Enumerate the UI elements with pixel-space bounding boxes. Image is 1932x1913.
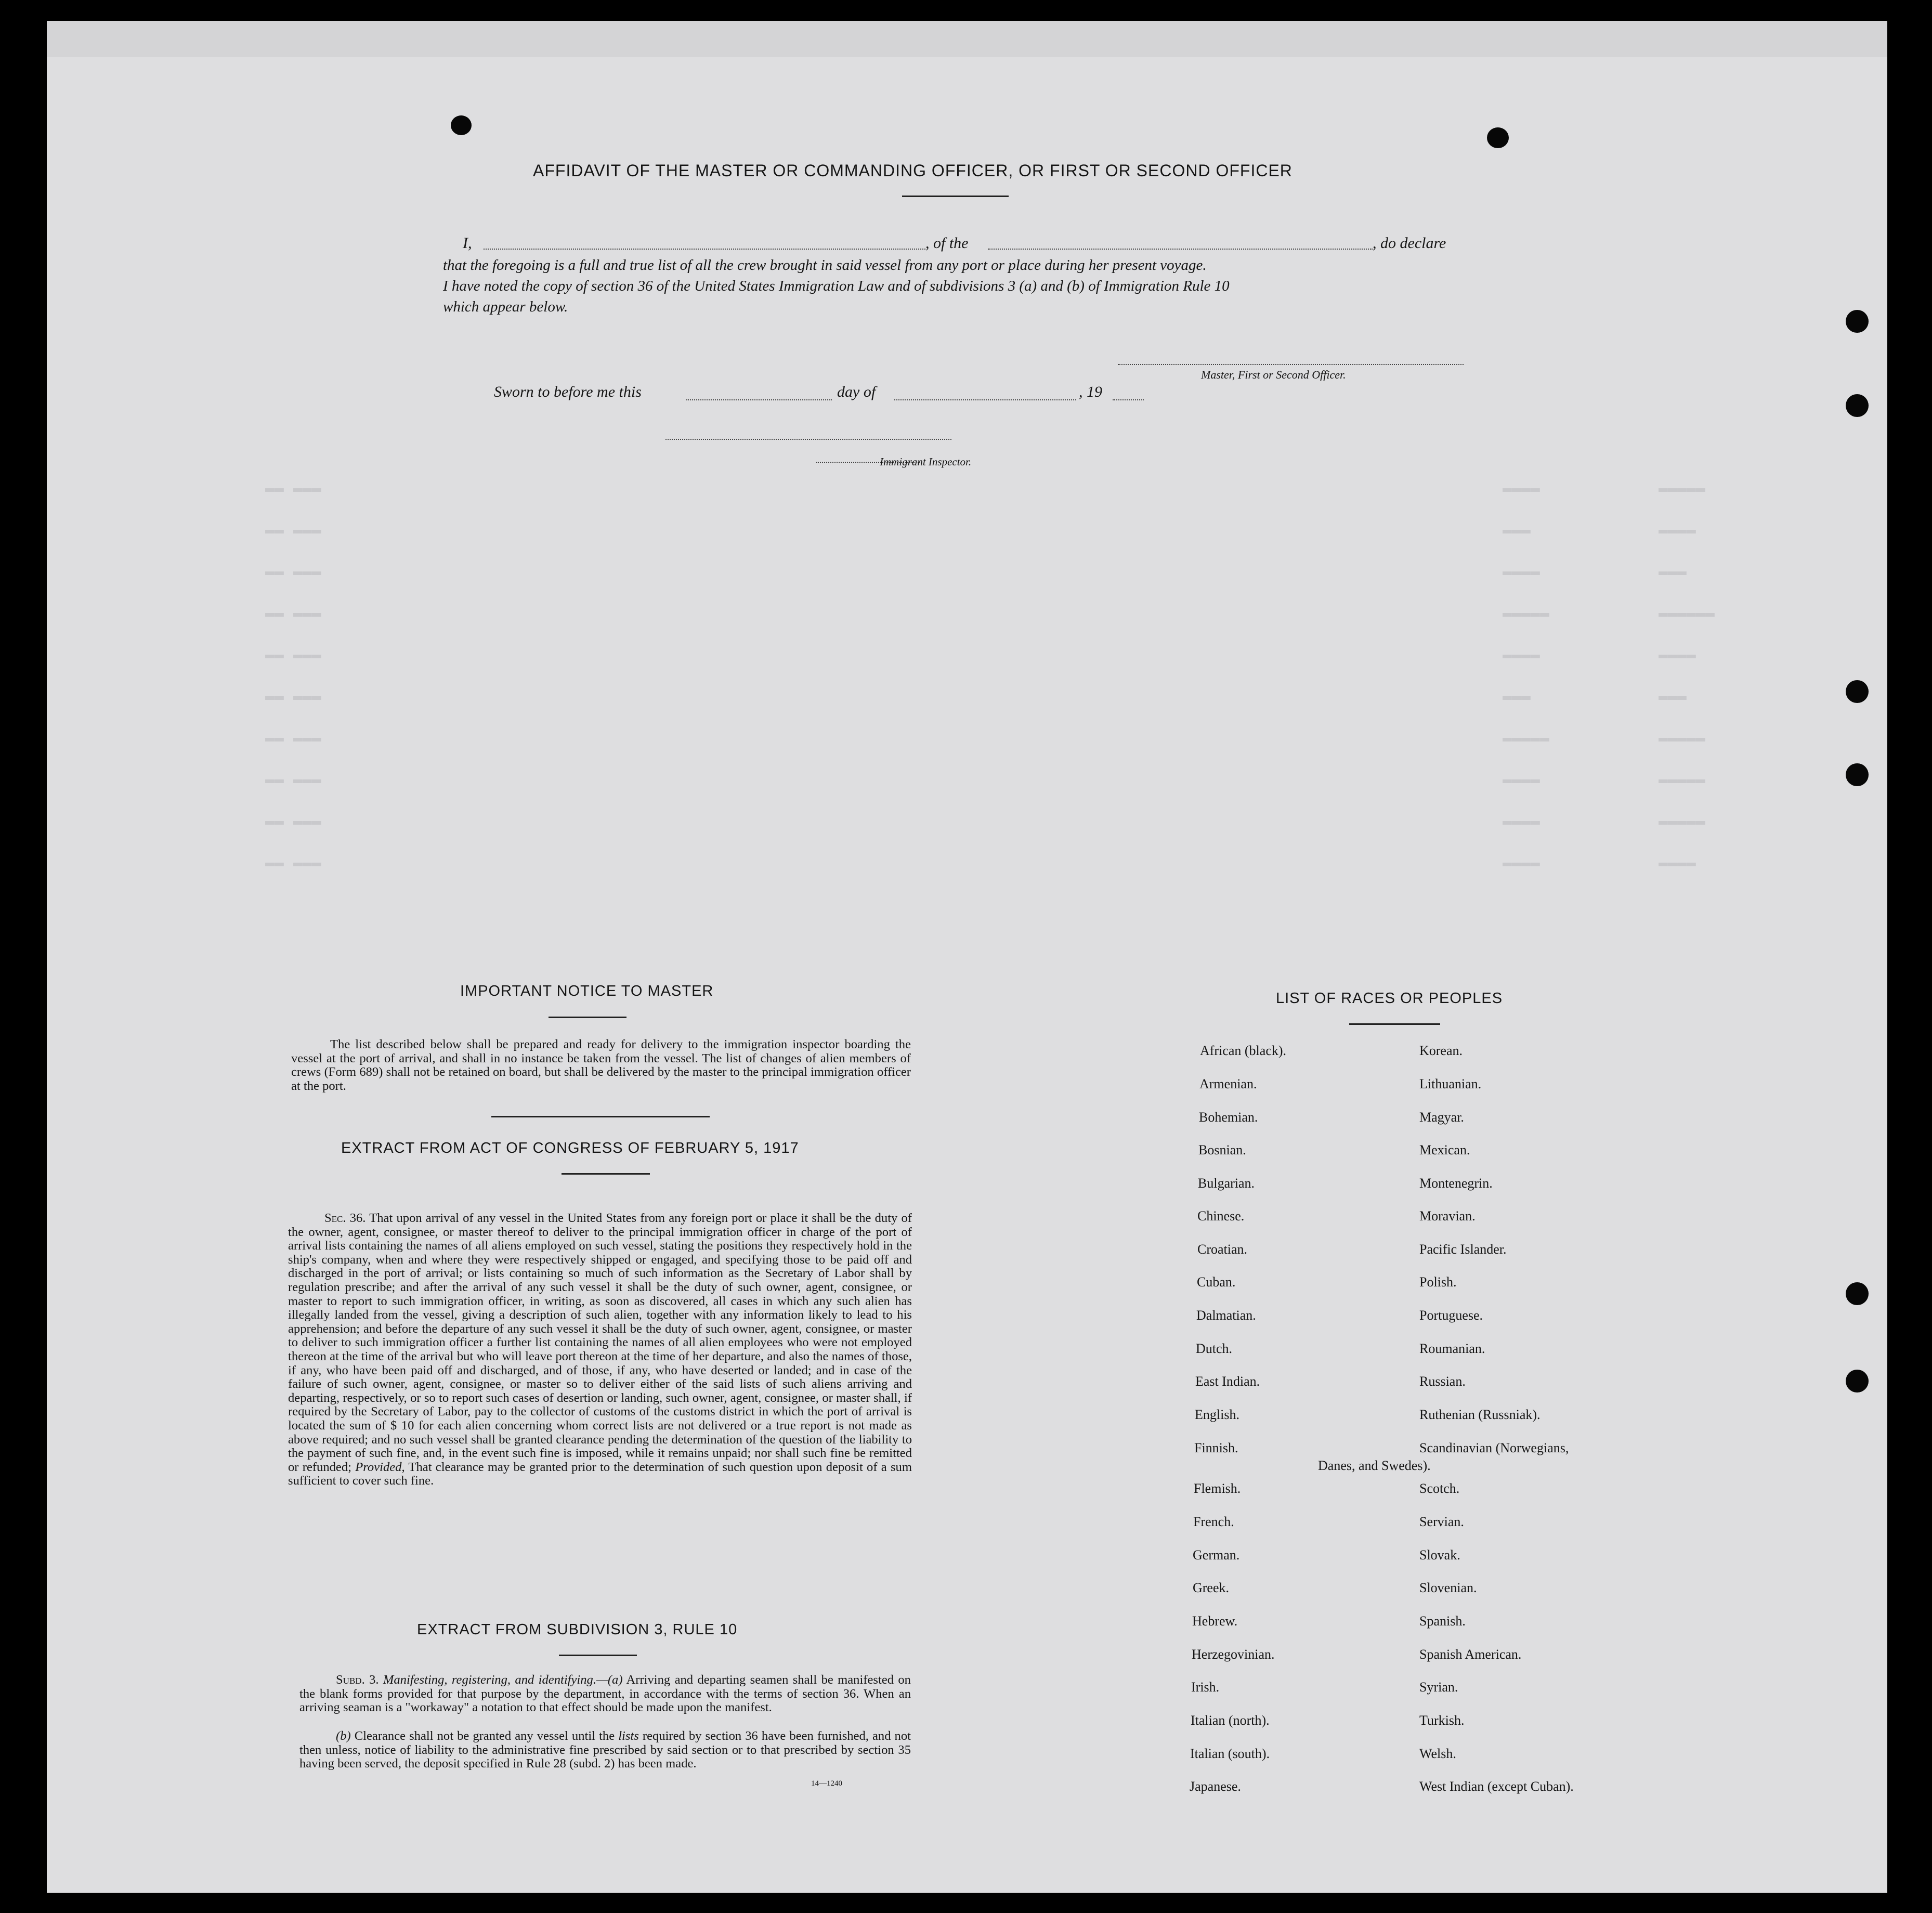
race-item: English. [1195,1407,1239,1422]
race-item: Pacific Islander. [1419,1242,1507,1257]
race-item: Croatian. [1197,1242,1248,1257]
punch-hole [1487,127,1509,148]
race-item: Cuban. [1197,1274,1236,1290]
rule-heading-underline [559,1655,637,1656]
punch-hole [1846,680,1869,703]
race-item: Italian (south). [1190,1746,1270,1761]
punch-hole [1846,310,1869,333]
notice-text: The list described below shall be prepared and ready for delivery to the immigration inspector boarding the vessel at the port of arrival, and shall in no instance be taken from the vessel. The list of changes of alien members of crews (Form 689) shall not be retained on board, but shall be delivered by the master to the principal immigration officer at the port. [291,1037,911,1093]
race-item: East Indian. [1195,1374,1260,1389]
race-item: Italian (north). [1191,1713,1270,1728]
provided-text: That clearance may be granted prior to the determination of such question upon deposit of a sum sufficient to cover such fine. [288,1460,912,1488]
year-label: , 19 [1079,383,1102,400]
race-item: Herzegovinian. [1192,1647,1275,1662]
form-number: 14—1240 [811,1779,842,1788]
race-item: Scandinavian (Norwegians, [1419,1440,1569,1455]
affidavit-statement [443,255,1478,317]
race-item: Ruthenian (Russniak). [1419,1407,1541,1422]
of-the-label: , of the [925,235,969,252]
master-signature-field[interactable] [1118,364,1464,365]
sec-text: That upon arrival of any vessel in the United States from any foreign port or place it shall be the duty of the owner, agent, consignee, or master thereof to deliver to the principal immigration officer in charge of the port of arrival lists containing the names of all aliens employed on such vessel, stating the positions they respectively hold in the ship's company, when and where they were respectively shipped or engaged, and specifying those to be paid off and discharged in the port of arrival; or lists containing so much of such information as the Secretary of Labor shall by regulation prescribe; and after the arrival of any such vessel it shall be the duty of such owner, agent, consignee, or master to report to such immigration officer, in writing, as soon as discovered, all cases in which any such alien has illegally landed from the vessel, giving a description of such alien, together with any information likely to lead to his apprehension; and before the departure of any such vessel it shall be the duty of such owner, agent, consignee, or master to deliver to such immigration officer a further list containing the names of all alien employees who were not employed thereon at the time of the arrival but who will leave port thereon at the time of her departure, and also the names of those, if any, who have been paid off and discharged, and of those, if any, who have deserted or landed; and in case of the failure of such owner, agent, consignee, or master so to deliver either of the said lists of such aliens arriving and departing, respectively, or so to report such cases of desertion or landing, such owner, agent, consignee, or master shall, if required by the Secretary of Labor, pay to the collector of customs of the customs district in which the port of arrival is located the sum of $ 10 for each alien concerning whom correct lists are not delivered or a true report is not made as above required; and no such vessel shall be granted clearance pending the determination of the question of the liability to the payment of such fine, and, in the event such fine is imposed, while it remains unpaid; nor shall such fine be remitted or refunded; [288,1211,912,1474]
race-item: West Indian (except Cuban). [1419,1779,1574,1794]
race-item: Welsh. [1419,1746,1456,1761]
lists-word: lists [618,1729,639,1743]
document-page [47,21,1887,1893]
punch-hole [1846,763,1869,786]
race-item: German. [1193,1547,1240,1563]
race-item: Dalmatian. [1196,1308,1256,1323]
name-field[interactable] [484,249,925,250]
race-item: Korean. [1419,1043,1463,1058]
affidavit-title: AFFIDAVIT OF THE MASTER OR COMMANDING OFFICER, OR FIRST OR SECOND OFFICER [533,161,1293,180]
race-item: Moravian. [1419,1208,1476,1224]
race-item: Flemish. [1194,1481,1241,1496]
races-heading-underline [1349,1023,1440,1025]
bleed-through-column: ▬▬▬▬ ▬▬▬ ▬▬▬▬ ▬▬▬▬▬ ▬▬▬▬ ▬▬▬ ▬▬▬▬▬ ▬▬▬▬ ▬▬▬▬ ▬▬▬▬ [1503,480,1550,872]
title-underline [902,196,1009,197]
master-signature-caption: Master, First or Second Officer. [1201,368,1346,381]
sworn-label: Sworn to before me this [494,383,642,400]
race-item: Bohemian. [1199,1110,1258,1125]
act-heading-underline [562,1173,650,1175]
sworn-line [494,382,1170,402]
race-item: Bulgarian. [1198,1176,1255,1191]
race-item-continuation: Danes, and Swedes). [1318,1458,1431,1473]
sworn-year-field[interactable] [1113,399,1144,400]
race-item: Mexican. [1419,1142,1470,1157]
inspector-caption: Immigrant Inspector. [880,456,972,468]
sworn-day-field[interactable] [686,399,832,400]
notice-heading-underline [549,1017,626,1018]
race-item: Turkish. [1419,1713,1465,1728]
rule-heading: EXTRACT FROM SUBDIVISION 3, RULE 10 [417,1621,738,1638]
inspector-signature-field[interactable] [665,439,951,440]
race-item: Roumanian. [1419,1341,1485,1356]
subd-label: Subd. 3. [336,1673,379,1687]
race-item: Hebrew. [1192,1613,1238,1629]
race-item: Scotch. [1419,1481,1460,1496]
act-heading: EXTRACT FROM ACT OF CONGRESS OF FEBRUARY 5, 1917 [341,1140,799,1156]
day-of-label: day of [837,383,876,400]
section-divider [491,1116,710,1117]
race-item: Spanish American. [1419,1647,1522,1662]
act-text [288,1212,912,1488]
race-item: Lithuanian. [1419,1076,1482,1091]
bleed-through-column: ▬▬ ▬▬▬ ▬▬ ▬▬▬ ▬▬ ▬▬▬ ▬▬ ▬▬▬ ▬▬ ▬▬▬ ▬▬ ▬▬▬ ▬▬ ▬▬▬ ▬▬ ▬▬▬ ▬▬ ▬▬▬ ▬▬ ▬▬▬ [265,480,322,872]
race-item: Irish. [1191,1680,1220,1695]
statement-line: I have noted the copy of section 36 of the United States Immigration Law and of subdivisions 3 (a) and (b) of Immigration Rule 10 [443,278,1230,294]
notice-heading: IMPORTANT NOTICE TO MASTER [460,983,714,999]
race-item: Slovenian. [1419,1580,1477,1595]
race-item: Dutch. [1196,1341,1233,1356]
rule-text-b [299,1729,911,1771]
race-item: Servian. [1419,1514,1464,1529]
punch-hole [1846,394,1869,417]
race-item: Spanish. [1419,1613,1466,1629]
provided-label: Provided, [355,1460,405,1474]
race-item: Finnish. [1194,1440,1238,1455]
rule-text-b1: Clearance shall not be granted any vessel until the [354,1729,615,1743]
race-item: Polish. [1419,1274,1457,1290]
statement-line: which appear below. [443,298,568,315]
race-item: Bosnian. [1198,1142,1246,1157]
race-item: Montenegrin. [1419,1176,1493,1191]
race-item: French. [1193,1514,1234,1529]
i-label: I, [463,235,472,252]
sec-label: Sec. 36. [324,1211,366,1225]
race-item: Armenian. [1199,1076,1257,1091]
punch-hole [1846,1370,1869,1393]
b-label: (b) [336,1729,351,1743]
punch-hole [451,115,472,135]
rule-text-b2: required by section 36 have been furnished, and not then unless, notice of liability to the administrative fine prescribed by said section or to that prescribed by section 35 having been served, the deposit specified in Rule 28 (subd. 2) has been made. [299,1729,911,1771]
bleed-through-column: ▬▬▬▬▬ ▬▬▬▬ ▬▬▬ ▬▬▬▬▬▬ ▬▬▬▬ ▬▬▬ ▬▬▬▬▬ ▬▬▬▬▬ ▬▬▬▬▬ ▬▬▬▬ [1659,480,1715,872]
race-item: Japanese. [1190,1779,1241,1794]
race-item: Syrian. [1419,1680,1458,1695]
vessel-field[interactable] [988,249,1373,250]
affidavit-declarant-line [463,233,1487,254]
race-item: Greek. [1193,1580,1230,1595]
race-item: Russian. [1419,1374,1466,1389]
statement-line: that the foregoing is a full and true list of all the crew brought in said vessel from any port or place during her present voyage. [443,257,1207,274]
punch-hole [1846,1282,1869,1305]
rule-text-a: Arriving and departing seamen shall be manifested on the blank forms provided for that purpose by the department, in accordance with the terms of section 36. When an arriving seaman is a "workaway" a notation to that effect should be made upon the manifest. [299,1673,911,1715]
rule-text [299,1673,911,1715]
races-heading: LIST OF RACES OR PEOPLES [1276,990,1503,1007]
do-declare-label: , do declare [1373,235,1446,252]
race-item: Slovak. [1419,1547,1460,1563]
sworn-month-field[interactable] [894,399,1076,400]
race-item: Chinese. [1197,1208,1245,1224]
subd-title: Manifesting, registering, and identifying.—(a) [383,1673,623,1687]
race-item: Portuguese. [1419,1308,1483,1323]
race-item: African (black). [1200,1043,1287,1058]
race-item: Magyar. [1419,1110,1464,1125]
